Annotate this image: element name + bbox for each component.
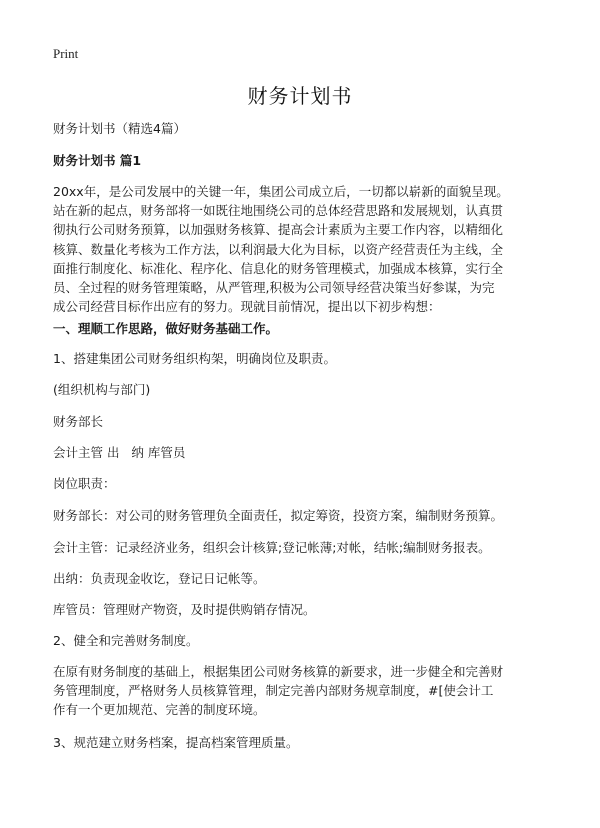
intro-line: 站在新的起点，财务部将一如既往地围绕公司的总体经营思路和发展规划，认真贯 (53, 203, 504, 219)
intro-line: 20xx年，是公司发展中的关键一年，集团公司成立后，一切都以崭新的面貌呈现。 (53, 184, 509, 199)
item-2: 2、健全和完善财务制度。 (53, 633, 199, 648)
system-paragraph (53, 662, 551, 720)
system-line: 务管理制度，严格财务人员核算管理，制定完善内部财务规章制度，#[使会计工 (53, 683, 494, 699)
intro-line: 彻执行公司财务预算，以加强财务核算、提高会计素质为主要工作内容，以精细化 (53, 222, 504, 238)
page-title: 财务计划书 (247, 84, 353, 108)
org-note: (组织机构与部门) (53, 382, 151, 397)
duty-finance-head: 财务部长：对公司的财务管理负全面责任，拟定筹资，投资方案，编制财务预算。 (53, 508, 504, 523)
intro-line: 面推行制度化、标准化、程序化、信息化的财务管理模式，加强成本核算，实行全 (53, 260, 504, 276)
duties-label: 岗位职责： (53, 476, 116, 491)
system-line: 在原有财务制度的基础上，根据集团公司财务核算的新要求，进一步健全和完善财 (53, 664, 504, 679)
finance-head-title: 财务部长 (53, 414, 104, 429)
duty-warehouse: 库管员：管理财产物资，及时提供购销存情况。 (53, 602, 316, 617)
intro-line: 成公司经营目标作出应有的努力。现就目前情况，提出以下初步构想： (53, 299, 441, 315)
item-1: 1、搭建集团公司财务组织构架，明确岗位及职责。 (53, 351, 336, 366)
intro-line: 核算、数量化考核为工作方法，以利润最大化为目标，以资产经营责任为主线，全 (53, 241, 504, 257)
section-heading: 财务计划书 篇1 (53, 153, 142, 168)
intro-paragraph (53, 182, 551, 316)
print-label: Print (53, 46, 79, 61)
intro-line: 员、全过程的财务管理策略，从严管理,积极为公司领导经营决策当好参谋，为完 (53, 280, 495, 296)
document-subtitle: 财务计划书（精选4篇） (53, 121, 186, 136)
staff-line: 会计主管 出 纳 库管员 (53, 445, 186, 460)
item-3: 3、规范建立财务档案，提高档案管理质量。 (53, 735, 299, 750)
heading-one: 一、理顺工作思路，做好财务基础工作。 (53, 321, 279, 336)
duty-accountant: 会计主管：记录经济业务，组织会计核算;登记帐薄;对帐，结帐;编制财务报表。 (53, 540, 491, 555)
system-line: 作有一个更加规范、完善的制度环境。 (53, 702, 266, 718)
duty-cashier: 出纳：负责现金收讫，登记日记帐等。 (53, 571, 266, 586)
